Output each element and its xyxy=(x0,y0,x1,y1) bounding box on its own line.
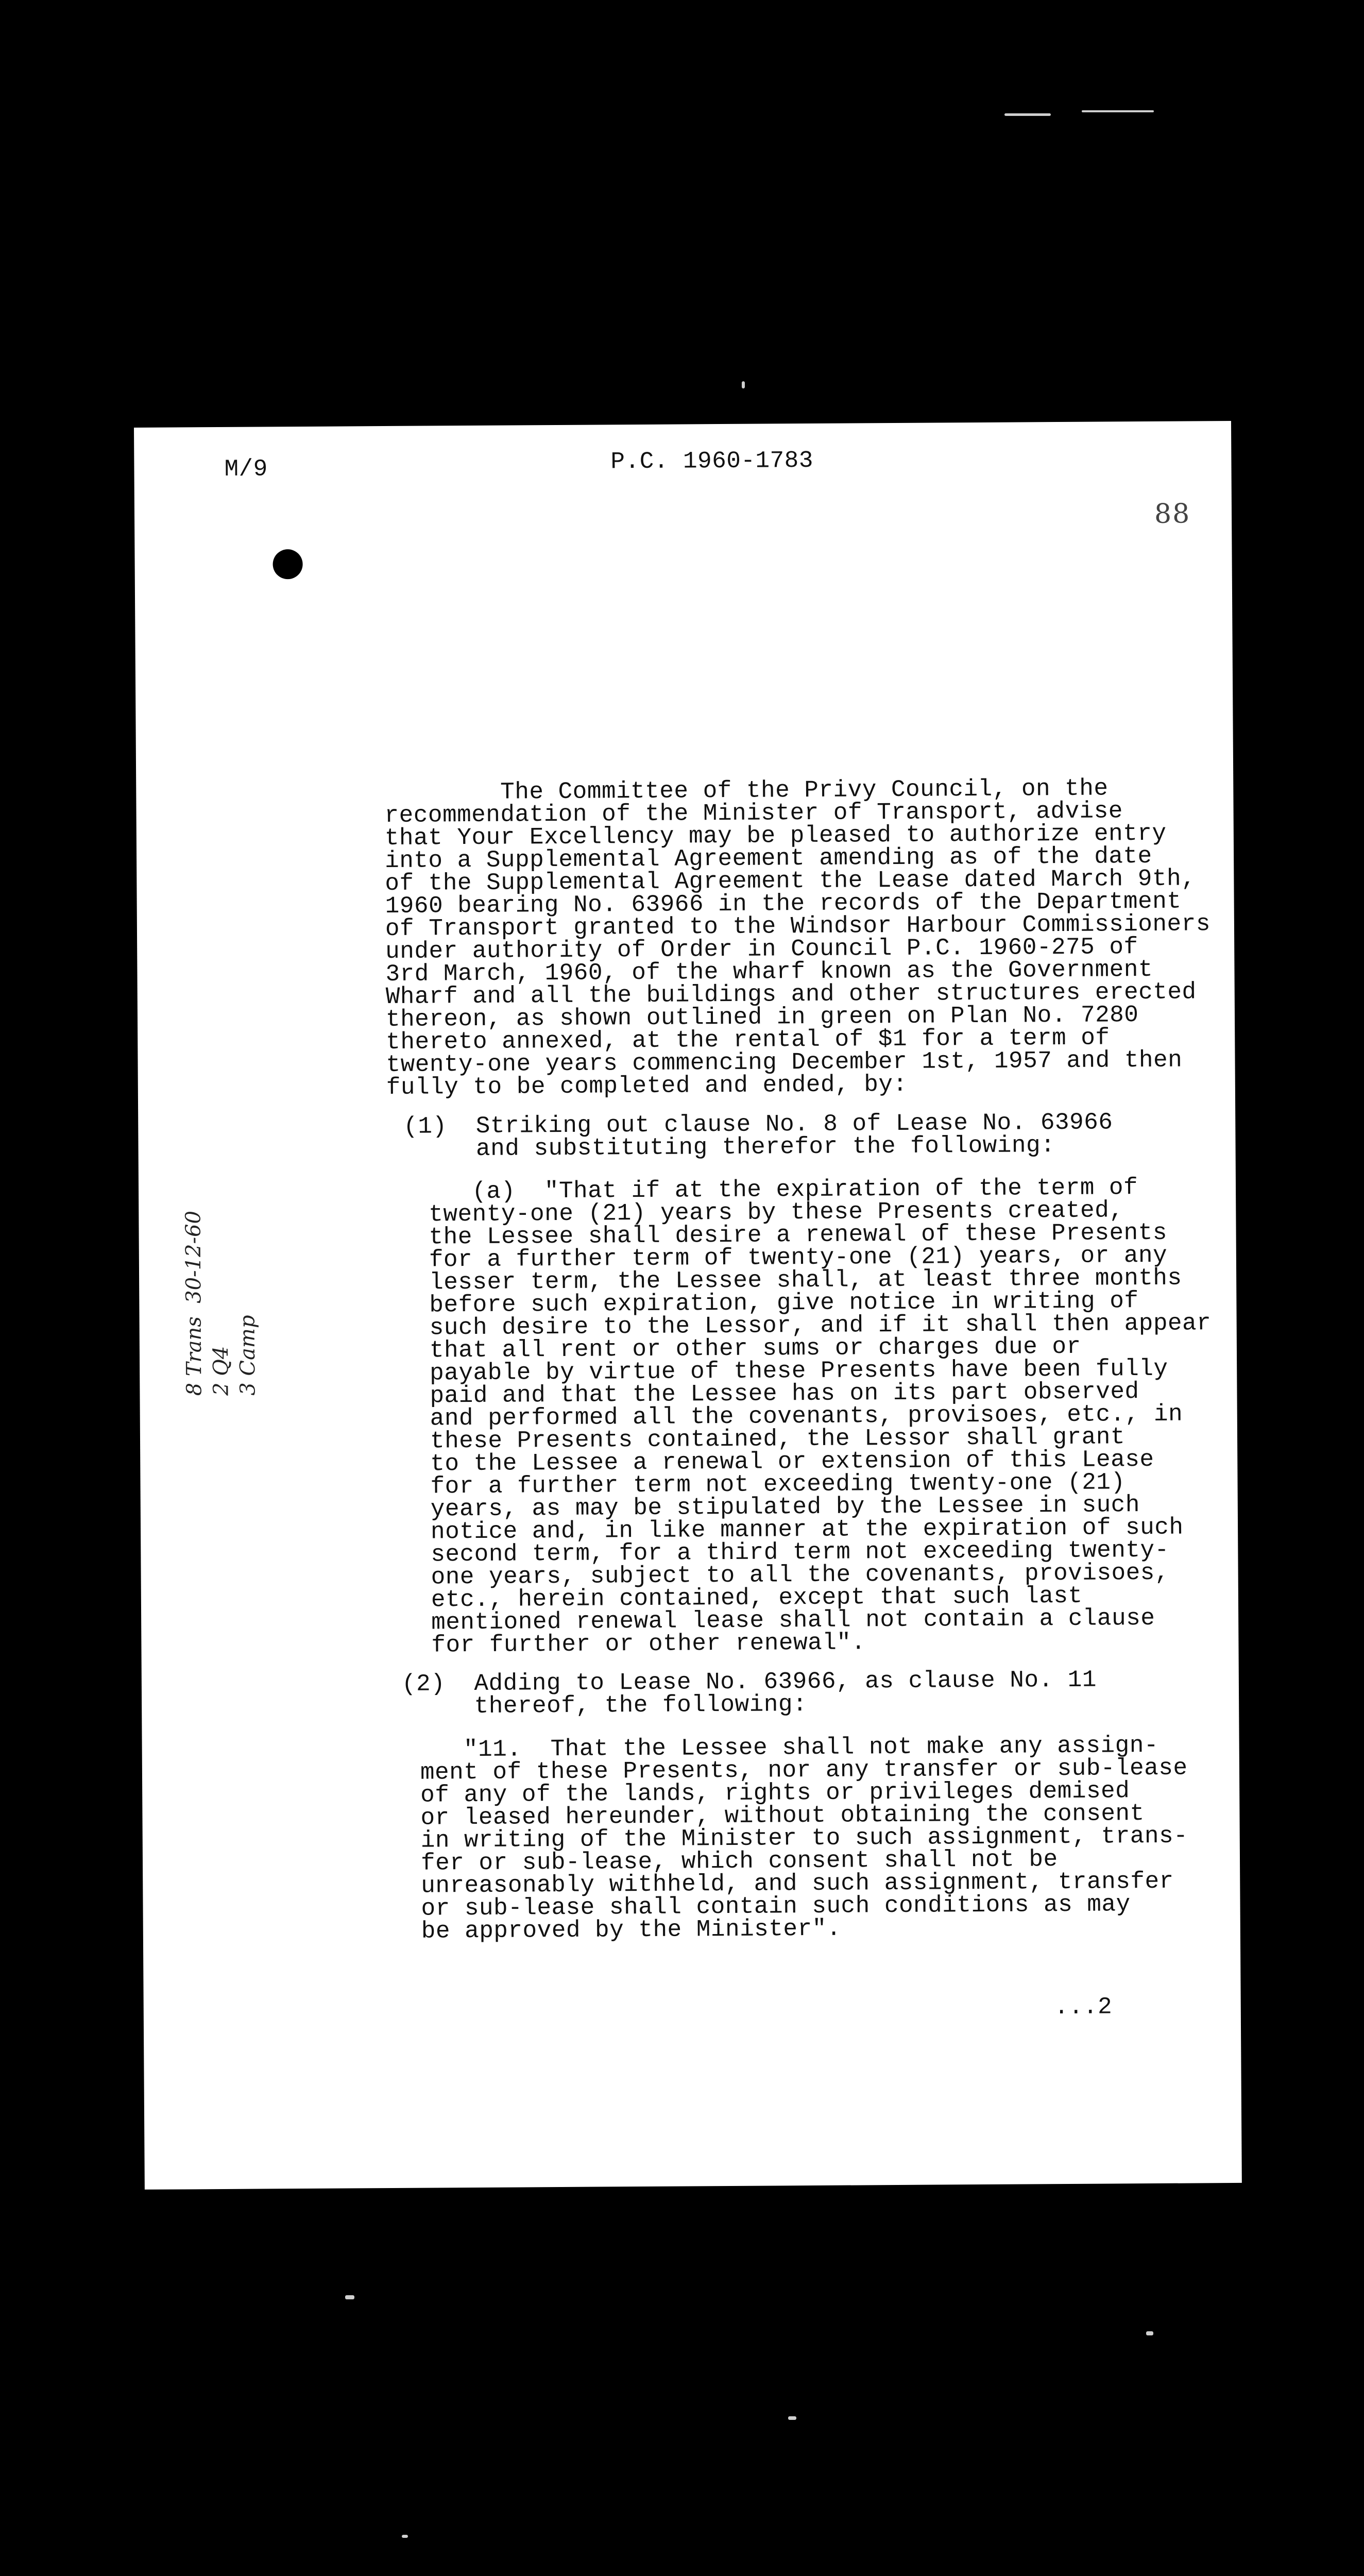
clause-2-heading: (2) Adding to Lease No. 63966, as clause No. 11 thereof, the following: xyxy=(401,1666,1097,1720)
clause-1-text: (a) "That if at the expiration of the term of twenty-one (21) years by these Presents created, the Lessee shall desire a renewal of these Presents for a further term of twenty-one (21) years, or any lesser term, the Lessee shall, at least three months before such expiration, give notice in writing of such desire to the Lessor, and if it shall then appear that all rent or other sums or charges due or payable by virtue of these Presents have been fully paid and that the Lessee has on its part observed and performed all the covenants, provisoes, etc., in these Presents contained, the Lessor shall grant to the Lessee a renewal or extension of this Lease for a further term not exceeding twenty-one (21) years, as may be stipulated by the Lessee in such notice and, in like manner at the expiration of such second term, for a third term not exceeding twenty- one years, subject to all the covenants, provisoes, etc., herein contained, except that such last mentioned renewal lease shall not contain a clause for further or other renewal". xyxy=(428,1174,1212,1659)
scan-speck xyxy=(1082,110,1154,112)
scan-speck xyxy=(788,2416,796,2420)
clause-1-heading: (1) Striking out clause No. 8 of Lease No. 63966 and substituting therefor the following: xyxy=(403,1109,1113,1163)
scan-speck xyxy=(402,2535,408,2538)
intro-paragraph: The Committee of the Privy Council, on the recommendation of the Minister of Transport, advise that Your Excellency may be pleased to authorize entry into a Supplemental Agreement amending as of the date of the Supplemental Agreement the Lease dated March 9th, 1960 bearing No. 63966 in the records of the Department of Transport granted to the Windsor Harbour Commissioners under authority of Order in Council P.C. 1960-275 of 3rd March, 1960, of the wharf known as the Government Wharf and all the buildings and other structures erected thereon, as shown outlined in green on Plan No. 7280 thereto annexed, at the rental of $1 for a term of twenty-one years commencing December 1st, 1957 and then fully to be completed and ended, by: xyxy=(384,775,1211,1101)
scan-speck xyxy=(345,2295,354,2299)
continuation-marker: ...2 xyxy=(1054,1993,1113,2021)
scan-speck xyxy=(742,381,745,388)
order-number: P.C. 1960-1783 xyxy=(610,447,814,476)
scan-speck xyxy=(1004,113,1051,116)
clause-2-text: "11. That the Lessee shall not make any assign- ment of these Presents, nor any transfer or sub-lease of any of the lands, rights or privileges demised or leased hereunder, without obtaining the consent in writing of the Minister to such assignment, trans- fer or sub-lease, which consent shall not be unreasonably withheld, and such assignment, transfer or sub-lease shall contain such conditions as may be approved by the Minister". xyxy=(420,1732,1188,1945)
margin-note: 8 Trans 30-12-60 2 Q4 3 Camp xyxy=(181,1210,260,1396)
document-page xyxy=(134,421,1242,2190)
page-stamp: 88 xyxy=(1154,498,1191,530)
punch-hole xyxy=(272,549,302,579)
file-code: M/9 xyxy=(224,455,268,483)
scan-speck xyxy=(1146,2331,1153,2335)
